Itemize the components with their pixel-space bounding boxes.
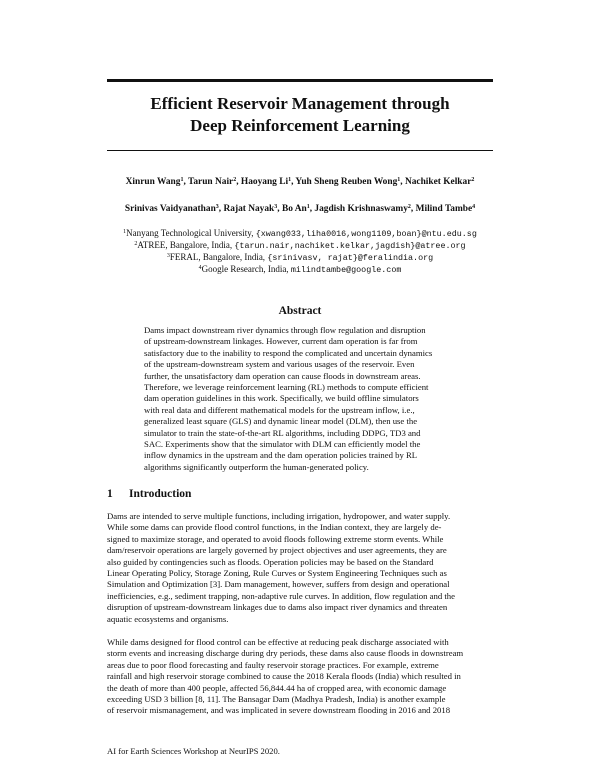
author-affil-mark: 1 — [288, 177, 292, 183]
body-line: areas due to poor flood forecasting and faulty reservoir storage practices. For example, extreme — [107, 659, 439, 670]
abstract-line: generalized least square (GLS) and dynamic linear model (DLM), then use the — [144, 416, 418, 427]
author-affil-mark: 2 — [471, 177, 475, 183]
author-row-1: Xinrun Wang$^1$, Tarun Nair$^2$, Haoyang Li$^1$, Yuh Sheng Reuben Wong$^1$, Nachiket Kelkar$^2$ — [125, 177, 475, 187]
affil-mark: 4 — [198, 265, 202, 271]
author-affil-mark: 3 — [215, 204, 219, 210]
author-name: Haoyang Li — [240, 177, 289, 187]
body-line: aquatic ecosystems and organisms. — [107, 613, 229, 624]
author-name: Jagdish Krishnaswamy — [314, 204, 408, 214]
affiliation-text: FERAL, Bangalore, India, — [169, 252, 268, 262]
affiliation-text: Nanyang Technological University, — [126, 228, 256, 238]
body-line: signed to maximize storage, and operated to avoid floods following extreme storm events. While — [107, 533, 444, 544]
affil-mark: 2 — [134, 241, 138, 247]
body-line: inefficiencies, e.g., sediment trapping, non-adaptive rule curves. In addition, flow regulation and the — [107, 590, 455, 601]
abstract-heading: Abstract — [278, 305, 322, 317]
title-bottom-rule — [107, 150, 493, 151]
abstract-line: satisfactory due to the inability to respond the complicated and uncertain dynamics — [144, 347, 433, 358]
author-affil-mark: 1 — [180, 177, 184, 183]
body-line: Dams are intended to serve multiple functions, including irrigation, hydropower, and water supply. — [107, 511, 451, 521]
author-name: Tarun Nair — [187, 177, 234, 187]
email-address[interactable]: {srinivasv, rajat}@feralindia.org — [267, 253, 434, 263]
body-line: While dams designed for flood control can be effective at reducing peak discharge associated with — [107, 637, 449, 647]
author-affil-mark: 1 — [306, 204, 310, 210]
abstract-line: dam operation guidelines in this work. Specifically, we build offline simulators — [144, 393, 419, 404]
author-affil-mark: 2 — [407, 204, 411, 210]
footer-note: AI for Earth Sciences Workshop at NeurIPS 2020. — [107, 746, 280, 756]
body-line: of reservoir mismanagement, and was implicated in severe downstream flooding in 2016 and 2018 — [107, 705, 451, 716]
body-line: storm events and increasing discharge during dry periods, these dams also cause floods in downstream — [107, 648, 464, 659]
author-name: Yuh Sheng Reuben Wong — [295, 177, 398, 187]
title-top-rule — [107, 79, 493, 82]
body-line: the death of more than 400 people, affected 56,844.44 ha of cropped area, with economic damage — [107, 682, 447, 693]
affiliation-line — [100, 252, 500, 264]
email-address[interactable]: {tarun.nair,nachiket.kelkar,jagdish}@atree.org — [234, 241, 466, 251]
author-name: Milind Tambe — [415, 204, 473, 214]
body-line: disruption of upstream-downstream linkages due to dams also impact river dynamics and threaten — [107, 602, 448, 613]
section-heading — [107, 488, 191, 500]
affil-mark: 1 — [123, 229, 127, 235]
email-address[interactable]: {xwang033,liha0016,wong1109,boan}@ntu.edu.sg — [255, 229, 477, 239]
author-affil-mark: 4 — [472, 204, 476, 210]
body-line: exceeding USD 3 billion [8, 11]. The Bansagar Dam (Madhya Pradesh, India) is another example — [107, 694, 446, 705]
abstract-line: further, the unsatisfactory dam operation can cause floods in downstream areas. — [144, 370, 421, 381]
section-title: Introduction — [129, 488, 192, 500]
intro-paragraph-1 — [107, 511, 493, 625]
abstract-line: Therefore, we leverage reinforcement learning (RL) methods to compute efficient — [144, 382, 429, 393]
body-line: dam/reservoir operations are largely governed by project objectives and user agreements, they are — [107, 545, 447, 556]
section-number: 1 — [107, 488, 113, 500]
abstract-line: simulator to train the state-of-the-art RL algorithms, including DDPG, TD3 and — [144, 427, 421, 438]
intro-paragraph-2 — [107, 637, 493, 717]
body-line: While some dams can provide flood control functions, in the Indian context, they are largely de- — [107, 522, 442, 533]
paper-title — [100, 93, 500, 137]
body-line: rainfall and high reservoir storage combined to cause the 2018 Kerala floods (India) which resulted in — [107, 671, 461, 682]
author-name: Rajat Nayak — [223, 204, 275, 214]
affiliation-line — [100, 240, 500, 252]
body-line: Simulation and Optimization [3]. Dam management, however, suffers from design and operational — [107, 579, 450, 590]
title-line-1: Efficient Reservoir Management through — [150, 94, 450, 113]
abstract-line: of the upstream-downstream system and various usages of the reservoir. Even — [144, 359, 415, 370]
email-address[interactable]: milindtambe@google.com — [290, 265, 402, 275]
affiliation-line — [100, 228, 500, 240]
author-name: Nachiket Kelkar — [404, 177, 472, 187]
affiliation-line — [100, 264, 500, 276]
affil-mark: 3 — [166, 253, 170, 259]
author-name: Xinrun Wang — [125, 177, 181, 187]
author-name: Srinivas Vaidyanathan — [124, 204, 216, 214]
author-affil-mark: 2 — [233, 177, 237, 183]
body-line: Linear Operating Policy, Storage Zoning, Rule Curves or System Engineering Techniques such as — [107, 568, 447, 579]
abstract-line: SAC. Experiments show that the simulator with DLM can efficiently model the — [144, 439, 421, 450]
abstract-line: Dams impact downstream river dynamics through flow regulation and disruption — [144, 325, 426, 335]
author-row-2: Srinivas Vaidyanathan$^3$, Rajat Nayak$^3$, Bo An$^1$, Jagdish Krishnaswamy$^2$, Milind Tambe$^4$ — [124, 204, 476, 214]
abstract-line: algorithms significantly outperform the human-generated policy. — [144, 461, 369, 472]
title-line-2: Deep Reinforcement Learning — [190, 116, 410, 135]
affiliation-text: ATREE, Bangalore, India, — [137, 240, 235, 250]
affiliation-text: Google Research, India, — [201, 264, 291, 274]
body-line: also guided by contingencies such as floods. Operation policies may be based on the Standard — [107, 556, 434, 567]
affiliations — [100, 228, 500, 276]
author-name: Bo An — [281, 204, 307, 214]
author-affil-mark: 3 — [274, 204, 278, 210]
abstract-line: of upstream-downstream linkages. However, current dam operation is far from — [144, 336, 418, 347]
abstract-body — [144, 325, 456, 473]
author-affil-mark: 1 — [397, 177, 401, 183]
abstract-line: inflow dynamics in the upstream and the dam operation policies trained by RL — [144, 450, 418, 461]
abstract-line: with real data and different mathematical models for the upstream inflow, i.e., — [144, 404, 415, 415]
